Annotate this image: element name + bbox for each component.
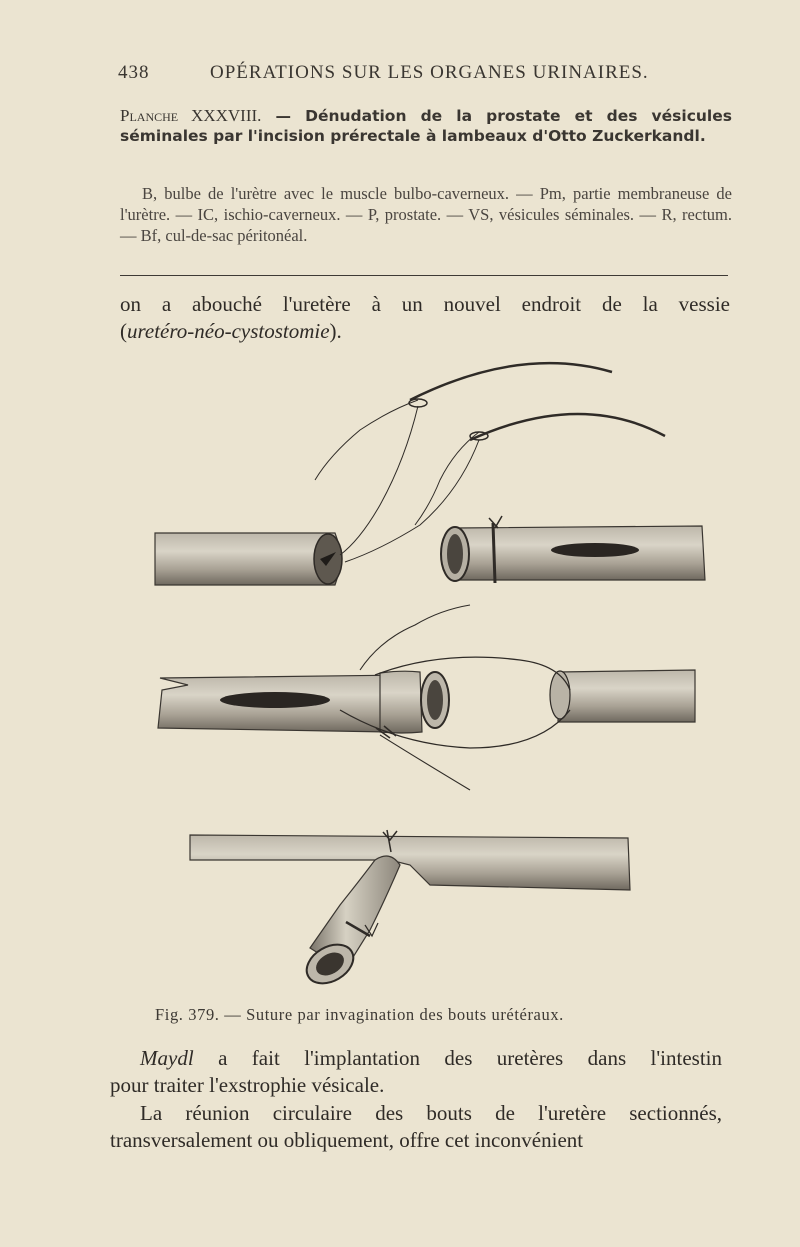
paragraph-1 bbox=[120, 291, 730, 345]
divider-rule bbox=[120, 275, 728, 276]
plate-legend: B, bulbe de l'urètre avec le muscle bulbo-caverneux. — Pm, partie membraneuse de l'urètre. — IC, ischio-caverneux. — P, prostate. — VS, vésicules séminales. — R, rectum. — Bf, cul-de-sac péritonéal. bbox=[120, 184, 732, 245]
stage-1-drawing bbox=[155, 363, 705, 585]
suture-thread-2 bbox=[415, 432, 479, 525]
stage-3-drawing bbox=[190, 830, 630, 991]
stage-3-main-ureter bbox=[190, 835, 630, 890]
stage-1-left-ureter bbox=[155, 533, 340, 585]
paragraph-2 bbox=[110, 1045, 722, 1099]
page-number: 438 bbox=[118, 62, 150, 83]
stage-2-drawing bbox=[158, 605, 695, 790]
needle-1 bbox=[410, 363, 612, 400]
stage-2-right-ureter bbox=[558, 670, 695, 722]
plate-title: — Dénudation de la prostate et des vésicules séminales par l'incision prérectale à lambeaux d'Otto Zuckerkandl. bbox=[120, 107, 732, 145]
paragraph-2-line-2: pour traiter l'exstrophie vésicale. bbox=[110, 1073, 385, 1097]
paragraph-1-line-1: on a abouché l'uretère à un nouvel endroit de la vessie bbox=[120, 292, 730, 316]
paragraph-1-close-paren: ). bbox=[329, 319, 342, 343]
author-maydl: Maydl bbox=[140, 1046, 194, 1070]
stage-1-longitudinal-slit bbox=[551, 543, 639, 557]
paragraph-2-line-1 bbox=[110, 1045, 722, 1072]
plate-caption bbox=[120, 106, 732, 146]
paragraph-1-open-paren: ( bbox=[120, 319, 127, 343]
suture-thread-1 bbox=[315, 400, 418, 480]
plate-label: Planche XXXVIII. bbox=[120, 106, 262, 125]
paragraph-3: La réunion circulaire des bouts de l'uretère sectionnés, transversalement ou obliquement, offre cet inconvénient bbox=[110, 1101, 722, 1152]
stage-2-slit bbox=[220, 692, 330, 708]
term-uretero-neo-cystostomie: uretéro-néo-cystostomie bbox=[127, 319, 330, 343]
running-title: OPÉRATIONS SUR LES ORGANES URINAIRES. bbox=[210, 62, 649, 83]
figure-caption: Fig. 379. — Suture par invagination des bouts urétéraux. bbox=[155, 1005, 564, 1024]
paragraph-2-line-1-rest: a fait l'implantation des uretères dans l'intestin bbox=[193, 1046, 722, 1070]
needle-2 bbox=[470, 414, 665, 440]
figure-379-illustration bbox=[140, 340, 720, 1010]
